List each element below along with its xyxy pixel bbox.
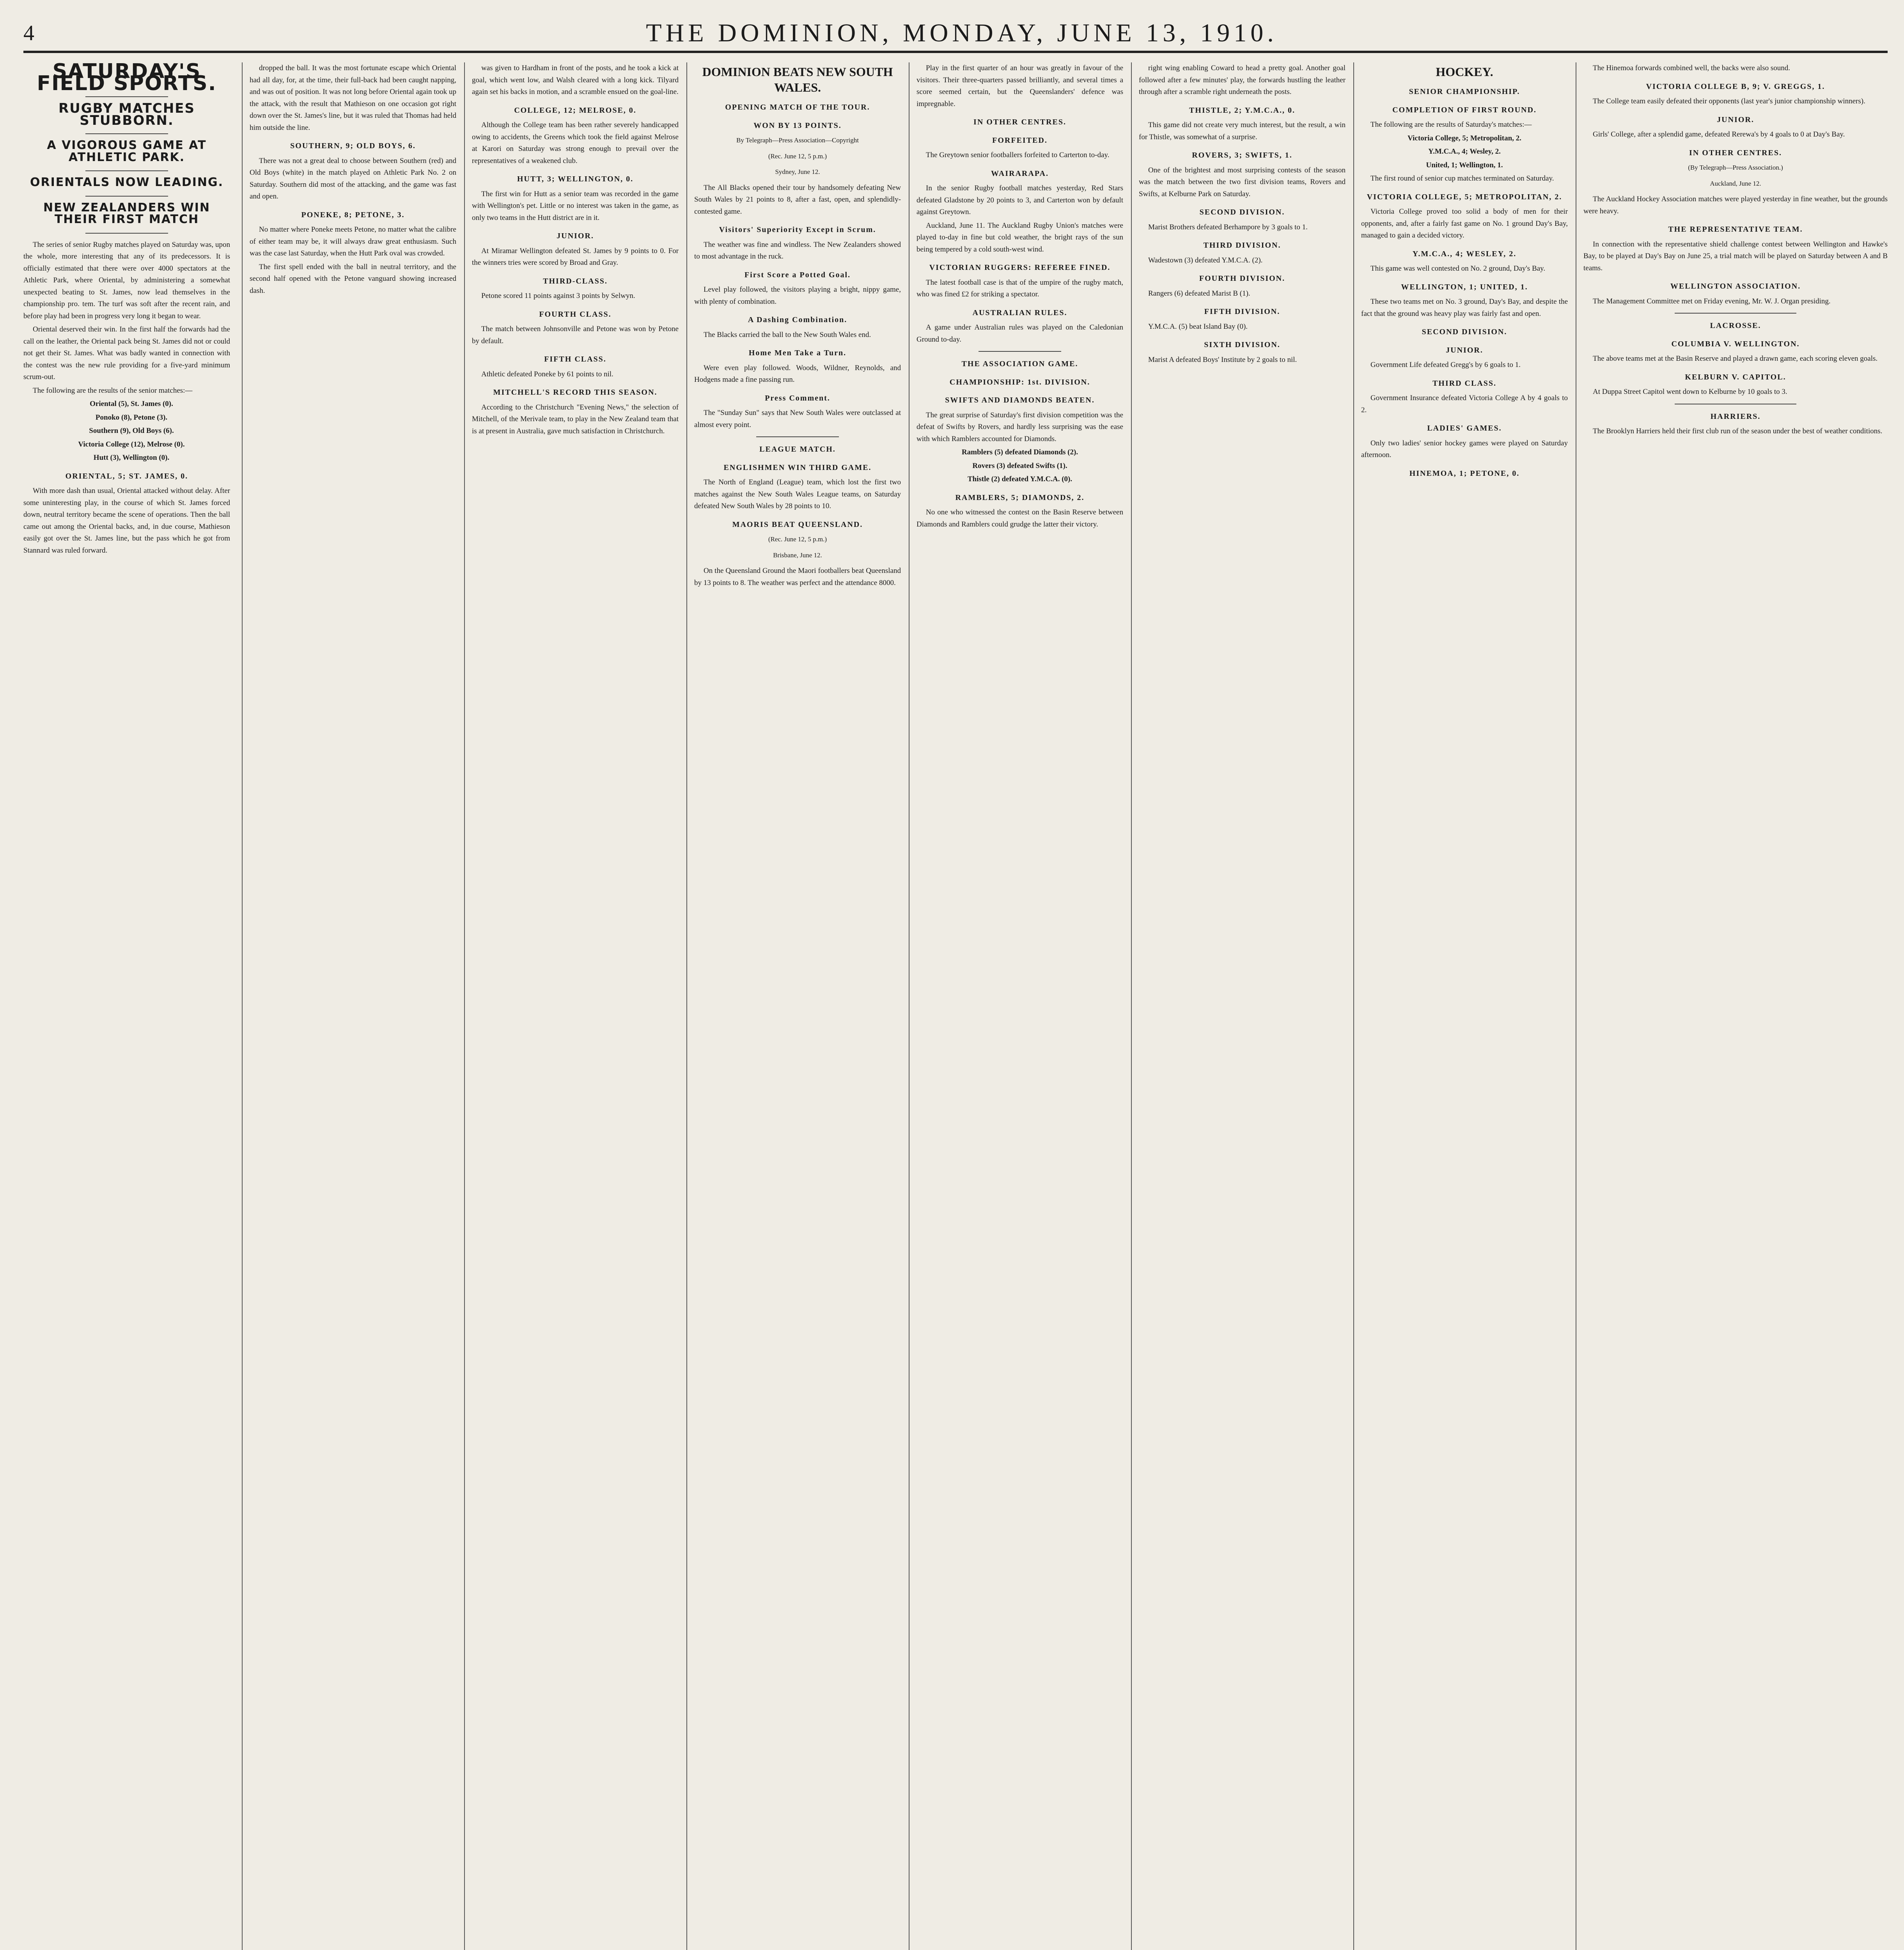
section-heading: VICTORIAN RUGGERS: REFEREE FINED. bbox=[929, 263, 1111, 272]
article-paragraph: right wing enabling Coward to head a pretty goal. Another goal followed after a few minutes' play, the forwards hustling the leather through after a scramble right underneath the posts. bbox=[1139, 64, 1346, 96]
article-paragraph: The great surprise of Saturday's first division competition was the defeat of Swifts by Rovers, and hardly less surprising was the ease with which Ramblers accounted for Diamonds. bbox=[917, 411, 1123, 443]
article-paragraph: The Management Committee met on Friday evening, Mr. W. J. Organ presiding. bbox=[1593, 297, 1831, 305]
section-heading: JUNIOR. bbox=[1717, 115, 1754, 124]
match-result: Thistle (2) defeated Y.M.C.A. (0). bbox=[967, 475, 1073, 483]
match-result: Oriental (5), St. James (0). bbox=[90, 400, 173, 408]
sub-headline: RUGBY MATCHES STUBBORN. bbox=[58, 101, 195, 128]
divider bbox=[85, 196, 168, 197]
article-paragraph: dropped the ball. It was the most fortunate escape which Oriental had all day, for, at the time, their full-back had been caught napping, and was out of position. It was not long before Oriental again took up the attack, with the result that Mathieson on one occasion got right down over the St. James's line, but it was ruled that Thomas had held him outside the line. bbox=[250, 64, 456, 132]
section-heading: HUTT, 3; WELLINGTON, 0. bbox=[517, 175, 634, 183]
article-paragraph: The series of senior Rugby matches played on Saturday was, upon the whole, more interesting that any of its predecessors. It is officially estimated that there were over 4000 spectators at the Athletic Park, where Oriental, by administering a somewhat unexpected beating to St. James, now lead themselves in the championship pro. tem. The turf was soft after the recent rain, and before play had been in progress very long it began to wear. bbox=[23, 240, 230, 320]
section-heading: WELLINGTON, 1; UNITED, 1. bbox=[1401, 282, 1528, 291]
section-heading: First Score a Potted Goal. bbox=[744, 270, 851, 279]
section-heading: Home Men Take a Turn. bbox=[748, 349, 847, 357]
section-heading: IN OTHER CENTRES. bbox=[973, 118, 1066, 126]
article-paragraph: Level play followed, the visitors playing a bright, nippy game, with plenty of combination. bbox=[694, 285, 901, 306]
article-paragraph: No one who witnessed the contest on the Basin Reserve between Diamonds and Ramblers could grudge the latter their victory. bbox=[917, 508, 1123, 528]
match-result: Hutt (3), Wellington (0). bbox=[93, 454, 170, 462]
match-result: Rovers (3) defeated Swifts (1). bbox=[972, 461, 1067, 470]
match-result: Victoria College (12), Melrose (0). bbox=[78, 440, 185, 448]
article-paragraph: At Duppa Street Capitol went down to Kelburne by 10 goals to 3. bbox=[1593, 388, 1787, 396]
newspaper-title: THE DOMINION, MONDAY, JUNE 13, 1910. bbox=[646, 19, 1278, 47]
section-heading: SENIOR CHAMPIONSHIP. bbox=[1409, 87, 1520, 96]
column-1 bbox=[23, 62, 230, 1950]
sub-headline: A VIGOROUS GAME AT ATHLETIC PARK. bbox=[47, 138, 207, 164]
article-paragraph: This game was well contested on No. 2 ground, Day's Bay. bbox=[1370, 264, 1546, 273]
section-heading: COMPLETION OF FIRST ROUND. bbox=[1392, 105, 1537, 114]
dateline: (Rec. June 12, 5 p.m.) bbox=[768, 152, 827, 160]
article-paragraph: Oriental deserved their win. In the first half the forwards had the call on the leather, the Oriental pack being St. James did not or could not get their St. James. What was badly wanted in connection with the contest was the new rule providing for a five-yard minimum scrum-out. bbox=[23, 325, 230, 381]
dateline: Brisbane, June 12. bbox=[773, 551, 822, 559]
section-heading: THE ASSOCIATION GAME. bbox=[961, 360, 1078, 368]
sub-headline: ORIENTALS NOW LEADING. bbox=[30, 176, 224, 189]
dateline: By Telegraph—Press Association—Copyright bbox=[736, 136, 859, 144]
section-heading: ENGLISHMEN WIN THIRD GAME. bbox=[723, 463, 872, 472]
column-rule bbox=[1353, 62, 1354, 1950]
section-heading: THIRD DIVISION. bbox=[1203, 241, 1281, 250]
article-paragraph: According to the Christchurch "Evening News," the selection of Mitchell, of the Merivale team, to play in the New Zealand team that is at present in Australia, gave much satisfaction in Christchurch. bbox=[472, 403, 679, 435]
section-heading: A Dashing Combination. bbox=[748, 316, 847, 324]
article-paragraph: The first round of senior cup matches terminated on Saturday. bbox=[1370, 174, 1554, 183]
article-paragraph: Petone scored 11 points against 3 points by Selwyn. bbox=[481, 292, 635, 300]
section-heading: RAMBLERS, 5; DIAMONDS, 2. bbox=[955, 493, 1085, 502]
match-result: Y.M.C.A., 4; Wesley, 2. bbox=[1428, 147, 1501, 156]
section-heading: VICTORIA COLLEGE B, 9; V. GREGGS, 1. bbox=[1646, 82, 1825, 91]
column-2 bbox=[250, 62, 456, 1950]
article-paragraph: The first win for Hutt as a senior team was recorded in the game with Wellington's pet. Little or no interest was taken in the game, as only two teams in the Hutt district are in it. bbox=[472, 190, 679, 222]
match-result: Southern (9), Old Boys (6). bbox=[89, 427, 174, 435]
column-7 bbox=[1361, 62, 1568, 1950]
article-paragraph: The following are the results of Saturday's matches:— bbox=[1370, 121, 1532, 129]
article-paragraph: Marist Brothers defeated Berhampore by 3 goals to 1. bbox=[1148, 223, 1308, 231]
article-paragraph: There was not a great deal to choose between Southern (red) and Old Boys (white) in the match played on Athletic Park No. 2 on Saturday. Southern did most of the attacking, and the game was fast and open. bbox=[250, 156, 456, 200]
article-paragraph: The North of England (League) team, which lost the first two matches against the New South Wales League teams, on Saturday defeated New South Wales by 28 points to 10. bbox=[694, 478, 901, 510]
section-heading: FOURTH CLASS. bbox=[539, 310, 612, 319]
masthead bbox=[23, 16, 1888, 53]
match-result: United, 1; Wellington, 1. bbox=[1426, 161, 1503, 169]
column-4 bbox=[694, 62, 901, 1950]
section-heading: COLLEGE, 12; MELROSE, 0. bbox=[514, 106, 636, 115]
section-heading: THIRD CLASS. bbox=[1432, 379, 1497, 388]
article-paragraph: These two teams met on No. 3 ground, Day's Bay, and despite the fact that the ground was heavy play was fairly fast and open. bbox=[1361, 298, 1568, 318]
dateline: Sydney, June 12. bbox=[775, 168, 820, 176]
section-heading: LACROSSE. bbox=[1710, 321, 1761, 330]
article-paragraph: The Auckland Hockey Association matches were played yesterday in fine weather, but the grounds were heavy. bbox=[1583, 195, 1888, 215]
article-paragraph: Rangers (6) defeated Marist B (1). bbox=[1148, 289, 1250, 298]
divider bbox=[85, 233, 168, 234]
column-6 bbox=[1139, 62, 1346, 1950]
section-heading: IN OTHER CENTRES. bbox=[1689, 148, 1782, 157]
column-5 bbox=[917, 62, 1123, 1950]
article-paragraph: Only two ladies' senior hockey games were played on Saturday afternoon. bbox=[1361, 439, 1568, 459]
article-paragraph: At Miramar Wellington defeated St. James by 9 points to 0. For the winners tries were scored by Broad and Gray. bbox=[472, 246, 679, 267]
section-heading: THIRD-CLASS. bbox=[543, 277, 608, 285]
section-heading: OPENING MATCH OF THE TOUR. bbox=[725, 103, 870, 112]
article-paragraph: One of the brightest and most surprising contests of the season was the match between the two first division teams, Rovers and Swifts, at Kelburne Park on Saturday. bbox=[1139, 166, 1346, 198]
dateline: (By Telegraph—Press Association.) bbox=[1688, 164, 1783, 171]
article-paragraph: The weather was fine and windless. The New Zealanders showed to most advantage in the ruck. bbox=[694, 240, 901, 261]
column-rule bbox=[464, 62, 465, 1950]
section-heading: COLUMBIA V. WELLINGTON. bbox=[1671, 339, 1800, 348]
column-rule bbox=[1131, 62, 1132, 1950]
section-heading: JUNIOR. bbox=[1446, 346, 1483, 355]
section-heading: FOURTH DIVISION. bbox=[1199, 274, 1285, 283]
divider bbox=[756, 436, 839, 437]
article-paragraph: Wadestown (3) defeated Y.M.C.A. (2). bbox=[1148, 256, 1263, 264]
article-paragraph: Government Insurance defeated Victoria College A by 4 goals to 2. bbox=[1361, 394, 1568, 414]
divider bbox=[85, 170, 168, 171]
article-paragraph: The Hinemoa forwards combined well, the backs were also sound. bbox=[1593, 64, 1790, 72]
match-result: Ponoko (8), Petone (3). bbox=[95, 413, 168, 422]
article-paragraph: In the senior Rugby football matches yesterday, Red Stars defeated Gladstone by 20 points to 3, and Carterton won by default against Greytown. bbox=[917, 184, 1123, 216]
section-heading: ORIENTAL, 5; ST. JAMES, 0. bbox=[65, 472, 188, 480]
article-paragraph: In connection with the representative shield challenge contest between Wellington and Hawke's Bay, to be played at Day's Bay on June 25, a trial match will be played on Saturday between A and B teams. bbox=[1583, 240, 1888, 272]
section-heading: Press Comment. bbox=[765, 394, 830, 402]
article-paragraph: Were even play followed. Woods, Wildner, Reynolds, and Hodgens made a fine passing run. bbox=[694, 363, 901, 384]
article-headline: HOCKEY. bbox=[1436, 65, 1493, 79]
section-heading: PONEKE, 8; PETONE, 3. bbox=[301, 210, 405, 219]
section-heading: ROVERS, 3; SWIFTS, 1. bbox=[1192, 151, 1292, 160]
section-heading: LADIES' GAMES. bbox=[1427, 424, 1502, 433]
section-heading: LEAGUE MATCH. bbox=[759, 445, 836, 454]
article-paragraph: This game did not create very much interest, but the result, a win for Thistle, was somewhat of a surprise. bbox=[1139, 121, 1346, 141]
section-heading: HARRIERS. bbox=[1710, 412, 1761, 421]
section-heading: JUNIOR. bbox=[557, 232, 594, 240]
section-heading: SOUTHERN, 9; OLD BOYS, 6. bbox=[290, 142, 416, 150]
article-paragraph: The Brooklyn Harriers held their first club run of the season under the best of weather conditions. bbox=[1593, 427, 1883, 435]
match-result: Ramblers (5) defeated Diamonds (2). bbox=[961, 448, 1078, 456]
article-paragraph: The latest football case is that of the umpire of the rugby match, who was fined £2 for striking a spectator. bbox=[917, 278, 1123, 298]
article-paragraph: was given to Hardham in front of the posts, and he took a kick at goal, which went low, and Walsh cleared with a long kick. Tilyard again set his backs in motion, and a scramble ensued on the goal-line. bbox=[472, 64, 679, 96]
section-heading: CHAMPIONSHIP: 1st. DIVISION. bbox=[949, 378, 1090, 386]
section-heading: Y.M.C.A., 4; WESLEY, 2. bbox=[1412, 249, 1517, 258]
article-paragraph: Play in the first quarter of an hour was greatly in favour of the visitors. Their three-quarters passed brilliantly, and several times a score seemed certain, but the Queenslanders' defence was impregnable. bbox=[917, 64, 1123, 108]
section-heading: AUSTRALIAN RULES. bbox=[972, 308, 1067, 317]
divider bbox=[1675, 313, 1796, 314]
column-3 bbox=[472, 62, 679, 1950]
article-paragraph: The "Sunday Sun" says that New South Wales were outclassed at almost every point. bbox=[694, 409, 901, 429]
article-paragraph: Auckland, June 11. The Auckland Rugby Union's matches were played to-day in fine but cold weather, the bright rays of the sun being tempered by a cold south-west wind. bbox=[917, 221, 1123, 254]
section-heading: WELLINGTON ASSOCIATION. bbox=[1670, 282, 1801, 291]
column-rule bbox=[686, 62, 687, 1950]
section-heading: WON BY 13 POINTS. bbox=[753, 121, 842, 130]
section-heading: FIFTH DIVISION. bbox=[1204, 307, 1280, 316]
section-heading: SIXTH DIVISION. bbox=[1204, 340, 1280, 349]
section-heading: SECOND DIVISION. bbox=[1422, 328, 1507, 336]
divider bbox=[85, 96, 168, 97]
section-heading: THE REPRESENTATIVE TEAM. bbox=[1668, 225, 1803, 234]
page-number: 4 bbox=[23, 21, 36, 45]
main-headline: SATURDAY'S FIELD SPORTS. bbox=[37, 62, 217, 95]
sub-headline: NEW ZEALANDERS WIN THEIR FIRST MATCH bbox=[43, 200, 210, 226]
divider bbox=[85, 133, 168, 134]
article-paragraph: The first spell ended with the ball in neutral territory, and the second half opened with the Petone vanguard showing increased dash. bbox=[250, 262, 456, 295]
section-heading: HINEMOA, 1; PETONE, 0. bbox=[1409, 469, 1520, 478]
section-heading: VICTORIA COLLEGE, 5; METROPOLITAN, 2. bbox=[1367, 192, 1562, 201]
article-paragraph: The match between Johnsonville and Petone was won by Petone by default. bbox=[472, 325, 679, 345]
article-paragraph: A game under Australian rules was played on the Caledonian Ground to-day. bbox=[917, 323, 1123, 344]
section-heading: KELBURN V. CAPITOL. bbox=[1685, 372, 1786, 381]
section-heading: FIFTH CLASS. bbox=[544, 355, 606, 363]
article-paragraph: Girls' College, after a splendid game, defeated Rerewa's by 4 goals to 0 at Day's Bay. bbox=[1593, 130, 1845, 138]
article-headline: DOMINION BEATS NEW SOUTH WALES. bbox=[702, 65, 893, 94]
article-paragraph: Although the College team has been rather severely handicapped owing to accidents, the Greens which took the field against Melrose at Karori on Saturday was strong enough to prevail over the representatives of a weakened club. bbox=[472, 121, 679, 165]
article-paragraph: Athletic defeated Poneke by 61 points to nil. bbox=[481, 370, 613, 378]
article-paragraph: No matter where Poneke meets Petone, no matter what the calibre of either team may be, it will always draw great enthusiasm. Such was the case last Saturday, when the Hutt Park oval was crowded. bbox=[250, 225, 456, 257]
article-paragraph: Victoria College proved too solid a body of men for their opponents, and, after a fairly fast game on No. 1 ground Day's Bay, managed to gain a decided victory. bbox=[1361, 207, 1568, 239]
section-heading: FORFEITED. bbox=[992, 136, 1048, 145]
section-heading: MITCHELL'S RECORD THIS SEASON. bbox=[493, 388, 658, 397]
article-paragraph: Marist A defeated Boys' Institute by 2 goals to nil. bbox=[1148, 355, 1297, 364]
article-paragraph: The College team easily defeated their opponents (last year's junior championship winners). bbox=[1593, 97, 1865, 105]
article-paragraph: The All Blacks opened their tour by handsomely defeating New South Wales by 21 points to 8, after a fast, open, and splendidly-contested game. bbox=[694, 183, 901, 216]
dateline: (Rec. June 12, 5 p.m.) bbox=[768, 535, 827, 543]
article-paragraph: Government Life defeated Gregg's by 6 goals to 1. bbox=[1370, 361, 1521, 369]
column-8 bbox=[1583, 62, 1888, 1950]
section-heading: THISTLE, 2; Y.M.C.A., 0. bbox=[1189, 106, 1296, 115]
column-rule bbox=[242, 62, 243, 1950]
divider bbox=[979, 351, 1061, 352]
article-paragraph: The Greytown senior footballers forfeited to Carterton to-day. bbox=[926, 151, 1110, 159]
section-heading: MAORIS BEAT QUEENSLAND. bbox=[732, 520, 863, 529]
dateline: Auckland, June 12. bbox=[1710, 179, 1761, 187]
article-paragraph: With more dash than usual, Oriental attacked without delay. After some uninteresting play, in the course of which St. James forced down, neutral territory became the scene of operations. Then the ball came out among the Oriental backs, and, in due course, Mathieson easily got over the St. James line, but the pass which he got from Stannard was ruled forward. bbox=[23, 487, 230, 555]
match-result: Victoria College, 5; Metropolitan, 2. bbox=[1408, 134, 1521, 142]
section-heading: SWIFTS AND DIAMONDS BEATEN. bbox=[945, 396, 1095, 404]
section-heading: WAIRARAPA. bbox=[991, 169, 1049, 178]
article-paragraph: The following are the results of the senior matches:— bbox=[33, 386, 193, 395]
section-heading: SECOND DIVISION. bbox=[1199, 208, 1285, 216]
article-paragraph: The above teams met at the Basin Reserve and played a drawn game, each scoring eleven goals. bbox=[1593, 355, 1878, 363]
article-paragraph: The Blacks carried the ball to the New South Wales end. bbox=[704, 330, 871, 339]
article-paragraph: On the Queensland Ground the Maori footballers beat Queensland by 13 points to 8. The weather was perfect and the attendance 8000. bbox=[694, 567, 901, 587]
section-heading: Visitors' Superiority Except in Scrum. bbox=[719, 225, 876, 234]
article-paragraph: Y.M.C.A. (5) beat Island Bay (0). bbox=[1148, 322, 1248, 331]
